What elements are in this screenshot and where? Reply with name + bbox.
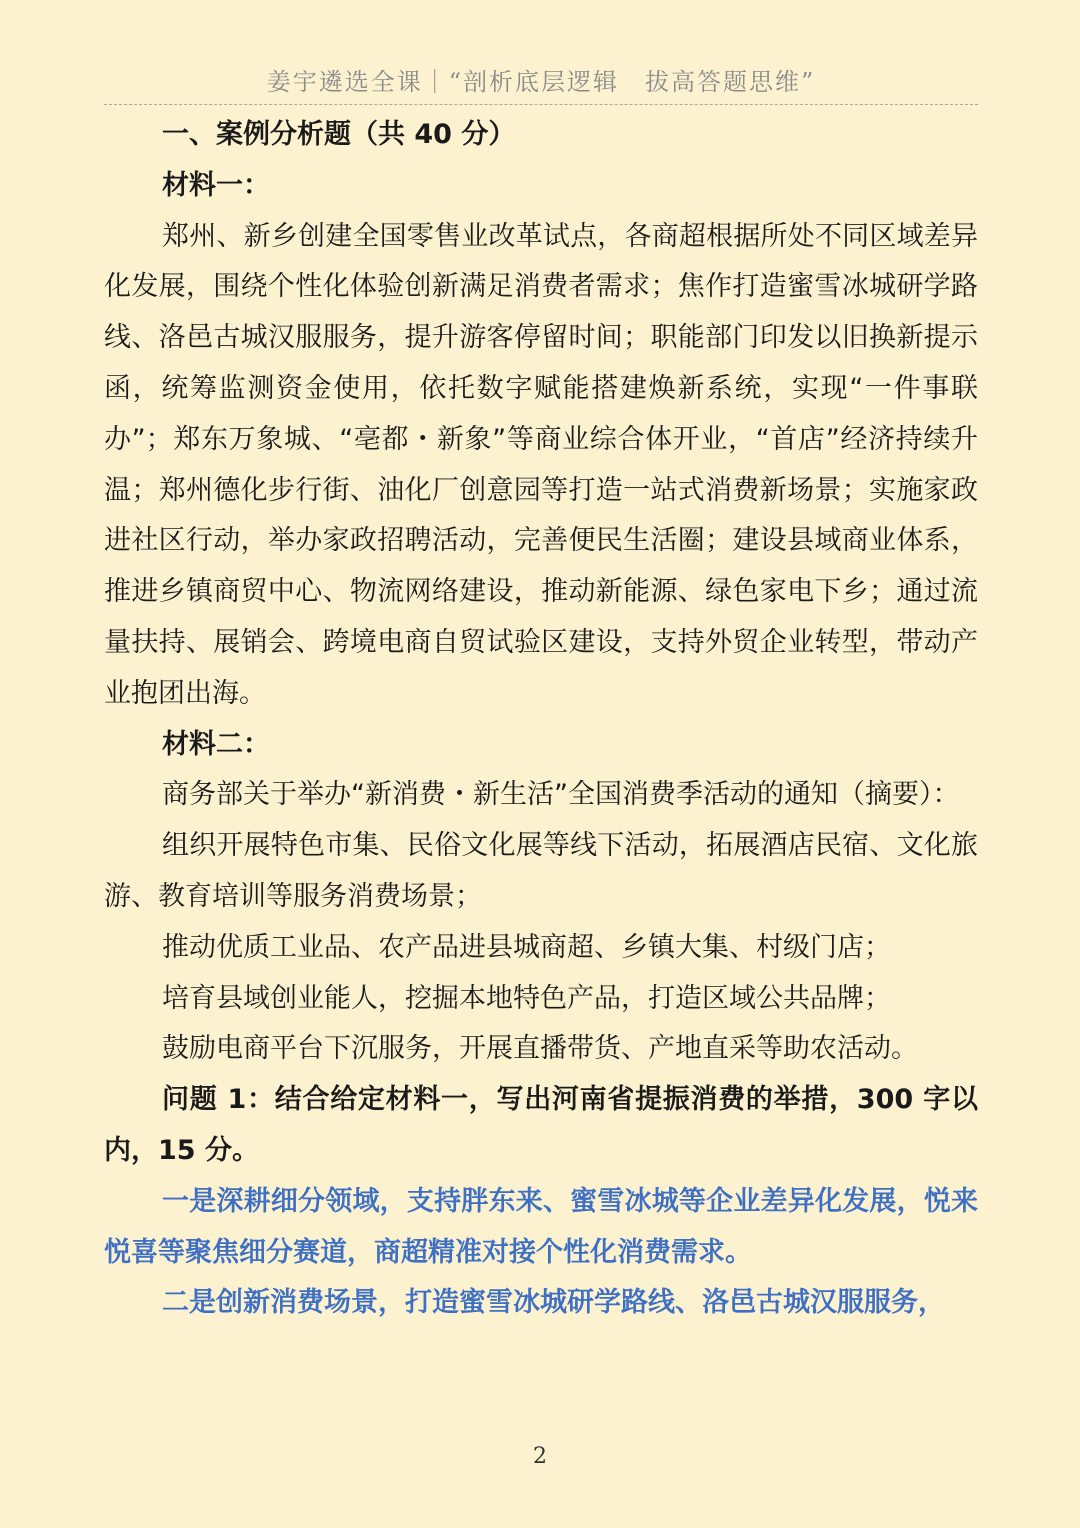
material2-item: 组织开展特色市集、民俗文化展等线下活动，拓展酒店民宿、文化旅游、教育培训等服务消费场景；: [104, 830, 978, 912]
answer-paragraph: 二是创新消费场景，打造蜜雪冰城研学路线、洛邑古城汉服服务，: [162, 1287, 945, 1319]
page-number: 2: [533, 1444, 547, 1469]
section-title: 一、案例分析题（共 40 分）: [162, 119, 516, 150]
material2-label: 材料二：: [162, 728, 270, 760]
answer-paragraph: 一是深耕细分领域，支持胖东来、蜜雪冰城等企业差异化发展，悦来悦喜等聚焦细分赛道，商超精准对接个性化消费需求。: [104, 1185, 978, 1268]
document-body: [104, 110, 978, 1329]
material2-intro: 商务部关于举办“新消费・新生活”全国消费季活动的通知（摘要）：: [162, 779, 960, 811]
page-header: 姜宇遴选全课｜“剖析底层逻辑 拔高答题思维”: [104, 60, 978, 105]
question1-text: 问题 1：结合给定材料一，写出河南省提振消费的举措，300 字以内，15 分。: [104, 1084, 978, 1166]
material1-label: 材料一：: [162, 169, 270, 201]
material2-item: 推动优质工业品、农产品进县城商超、乡镇大集、村级门店；: [162, 931, 891, 963]
material1-body: 郑州、新乡创建全国零售业改革试点，各商超根据所处不同区域差异化发展，围绕个性化体验创新满足消费者需求；焦作打造蜜雪冰城研学路线、洛邑古城汉服服务，提升游客停留时间；职能部门印发以旧换新提示函，统筹监测资金使用，依托数字赋能搭建焕新系统，实现“一件事联办”；郑东万象城、“亳都・新象”等商业综合体开业，“首店”经济持续升温；郑州德化步行街、油化厂创意园等打造一站式消费新场景；实施家政进社区行动，举办家政招聘活动，完善便民生活圈；建设县域商业体系，推进乡镇商贸中心、物流网络建设，推动新能源、绿色家电下乡；通过流量扶持、展销会、跨境电商自贸试验区建设，支持外贸企业转型，带动产业抱团出海。: [104, 220, 978, 709]
material2-item: 鼓励电商平台下沉服务，开展直播带货、产地直采等助农活动。: [162, 1033, 918, 1065]
material2-item: 培育县域创业能人，挖掘本地特色产品，打造区域公共品牌；: [162, 982, 891, 1014]
